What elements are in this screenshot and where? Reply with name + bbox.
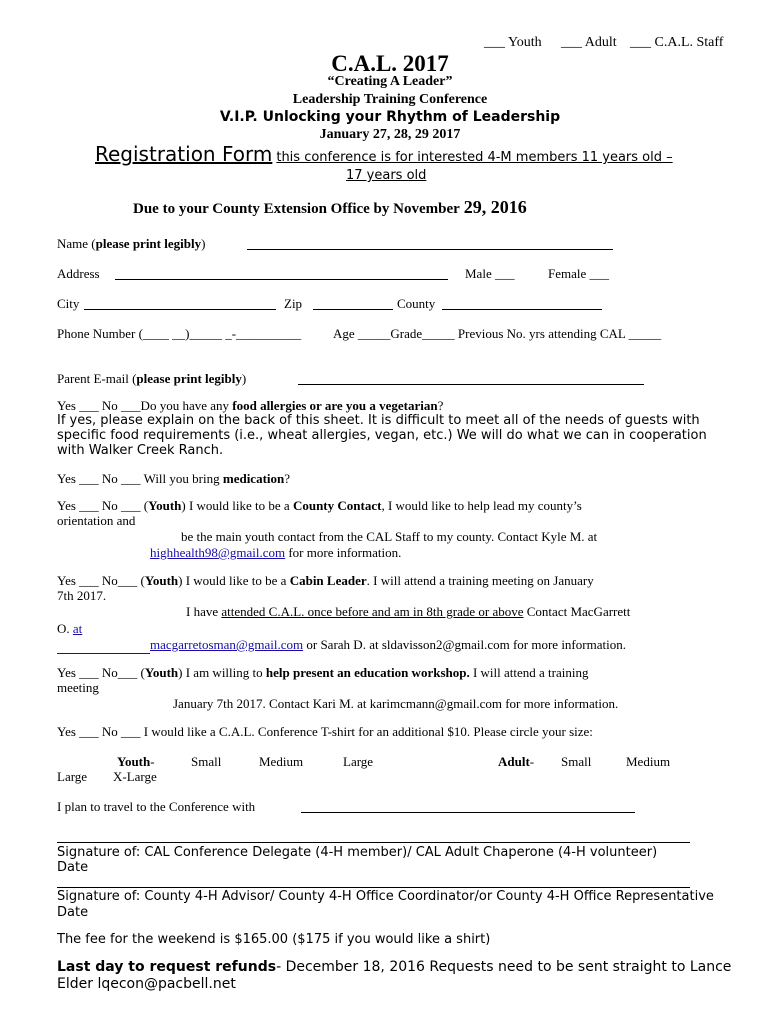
county-field[interactable] (442, 309, 602, 310)
medication-question (57, 471, 290, 487)
conference-dates: January 27, 28, 29 2017 (319, 127, 461, 142)
cabin-leader-c: ) I would like to be a (178, 573, 290, 588)
food-question-b: food allergies or are you a vegetarian (232, 398, 438, 413)
cabin-leader-line-5 (150, 637, 626, 653)
food-question-c: ? (437, 398, 444, 413)
cabin-leader-j: O. (57, 621, 70, 636)
county-contact-tail: for more information. (285, 545, 402, 560)
county-contact-line-2: orientation and (57, 513, 136, 528)
female-option[interactable]: Female ___ (548, 266, 610, 281)
parent-email-field[interactable] (298, 384, 644, 385)
phone-field[interactable]: Phone Number (____ __)_____ _-__________ (57, 326, 302, 341)
address-field[interactable] (115, 279, 448, 280)
cabin-leader-h: attended C.A.L. once before and am in 8th grade or above (221, 604, 524, 619)
workshop-line-2: meeting (57, 680, 99, 695)
county-contact-e: , I would like to help lead my county’s (381, 498, 582, 513)
medication-question-a: Yes ___ No ___ Will you bring (57, 471, 223, 486)
parent-email-label (57, 371, 246, 387)
cabin-leader-k: or Sarah D. at sldavisson2@gmail.com for more information. (303, 637, 626, 652)
medication-question-b: medication (222, 471, 285, 486)
name-field[interactable] (247, 249, 613, 250)
youth-size-small[interactable]: Small (191, 754, 222, 769)
county-label: County (397, 296, 436, 311)
refund-rest: - December 18, 2016 Requests need to be sent straight to Lance (276, 959, 732, 975)
tshirt-question: Yes ___ No ___ I would like a C.A.L. Conference T-shirt for an additional $10. Please circle your size: (57, 724, 593, 739)
refund-note (57, 959, 731, 975)
signature-1-date: Date (57, 860, 89, 875)
registration-form-label: Registration Form (95, 142, 273, 166)
cabin-leader-e: . I will attend a training meeting on January (366, 573, 594, 588)
zip-field[interactable] (313, 309, 393, 310)
adult-size-medium[interactable]: Medium (626, 754, 671, 769)
zip-label: Zip (284, 296, 303, 311)
name-label (57, 236, 205, 252)
city-label: City (57, 296, 80, 311)
eligibility-line-2: 17 years old (346, 168, 427, 183)
address-label: Address (57, 266, 100, 281)
name-label-c: ) (201, 236, 206, 251)
parent-email-label-c: ) (241, 371, 247, 386)
name-label-a: Name ( (57, 236, 96, 251)
adult-dash: - (529, 754, 535, 769)
medication-question-c: ? (284, 471, 291, 486)
county-contact-question (57, 498, 582, 514)
cabin-leader-b: Youth (144, 573, 179, 588)
workshop-e: I will attend a training (469, 665, 589, 680)
conference-name: Leadership Training Conference (292, 92, 488, 107)
cabin-leader-at-link[interactable]: at (72, 621, 83, 636)
county-contact-c: ) I would like to be a (181, 498, 293, 513)
county-contact-email-link[interactable]: highhealth98@gmail.com (150, 545, 286, 560)
signature-2-date: Date (57, 905, 89, 920)
workshop-a: Yes ___ No___ ( (57, 665, 145, 680)
due-date-line (133, 197, 527, 218)
travel-label: I plan to travel to the Conference with (57, 799, 256, 814)
role-adult[interactable]: ___ Adult (561, 35, 617, 50)
county-contact-a: Yes ___ No ___ ( (57, 498, 149, 513)
name-label-b: please print legibly (95, 236, 202, 251)
workshop-question (57, 665, 589, 681)
cabin-leader-g: I have (186, 604, 222, 619)
cabin-leader-line-4 (57, 621, 82, 637)
adult-size-xlarge[interactable]: X-Large (113, 769, 157, 784)
food-question-a: Yes ___ No ___Do you have any (57, 398, 233, 413)
cabin-leader-question (57, 573, 594, 589)
workshop-line-3: January 7th 2017. Contact Kari M. at karimcmann@gmail.com for more information. (173, 696, 619, 711)
registration-heading (95, 142, 673, 166)
workshop-b: Youth (144, 665, 179, 680)
travel-field[interactable] (301, 812, 635, 813)
signature-2-line[interactable] (57, 887, 690, 888)
adult-size-label (498, 754, 534, 770)
county-contact-line-3: be the main youth contact from the CAL Staff to my county. Contact Kyle M. at (181, 529, 598, 544)
county-contact-line-4 (150, 545, 401, 561)
youth-size-label (117, 754, 155, 770)
cabin-leader-line-3 (186, 604, 630, 620)
city-field[interactable] (84, 309, 276, 310)
parent-email-label-a: Parent E-mail ( (57, 371, 137, 386)
workshop-c: ) I am willing to (178, 665, 266, 680)
cabin-leader-email-link[interactable]: macgarretosman@gmail.com (150, 637, 304, 652)
male-option[interactable]: Male ___ (465, 266, 515, 281)
signature-2-label: Signature of: County 4-H Advisor/ County 4-H Office Coordinator/or County 4-H Office Representative (57, 889, 714, 904)
due-prefix: Due to your County Extension Office by November (133, 201, 460, 217)
form-title: C.A.L. 2017 (331, 51, 449, 76)
adult-size-small[interactable]: Small (561, 754, 592, 769)
refund-note-line-2: Elder lqecon@pacbell.net (57, 976, 236, 992)
food-question (57, 398, 443, 414)
youth-dash: - (150, 754, 155, 769)
cabin-leader-line-2: 7th 2017. (57, 588, 107, 603)
cabin-leader-a: Yes ___ No___ ( (57, 573, 145, 588)
cabin-leader-i: Contact MacGarrett (523, 604, 631, 619)
adult-size-large[interactable]: Large (57, 769, 88, 784)
due-date: 29, 2016 (463, 197, 527, 217)
youth-size-medium[interactable]: Medium (259, 754, 304, 769)
county-contact-b: Youth (148, 498, 182, 513)
youth-size-large[interactable]: Large (343, 754, 374, 769)
cabin-leader-link-underline (57, 653, 150, 654)
form-subtitle: “Creating A Leader” (327, 74, 453, 89)
workshop-d: help present an education workshop. (265, 665, 470, 680)
role-youth[interactable]: ___ Youth (484, 35, 542, 50)
adult-label: Adult (498, 754, 530, 769)
parent-email-label-b: please print legibly (136, 371, 242, 386)
signature-1-label: Signature of: CAL Conference Delegate (4-H member)/ CAL Adult Chaperone (4-H volunteer) (57, 845, 658, 860)
signature-1-line[interactable] (57, 842, 690, 843)
youth-label: Youth (117, 754, 151, 769)
cabin-leader-d: Cabin Leader (289, 573, 367, 588)
food-note-line-2: specific food requirements (i.e., wheat allergies, vegan, etc.) We will do what we can in cooperation (57, 428, 707, 443)
refund-bold: Last day to request refunds (57, 959, 277, 975)
county-contact-d: County Contact (292, 498, 382, 513)
fee-note: The fee for the weekend is $165.00 ($175 if you would like a shirt) (57, 932, 491, 947)
food-note-line-3: with Walker Creek Ranch. (57, 443, 224, 458)
age-grade-field[interactable]: Age _____Grade_____ Previous No. yrs attending CAL _____ (333, 326, 662, 341)
eligibility-line-1: this conference is for interested 4-M members 11 years old – (276, 150, 673, 165)
role-staff[interactable]: ___ C.A.L. Staff (630, 35, 724, 50)
conference-theme: V.I.P. Unlocking your Rhythm of Leadership (219, 109, 561, 125)
food-note-line-1: If yes, please explain on the back of this sheet. It is difficult to meet all of the needs of guests with (57, 413, 700, 428)
